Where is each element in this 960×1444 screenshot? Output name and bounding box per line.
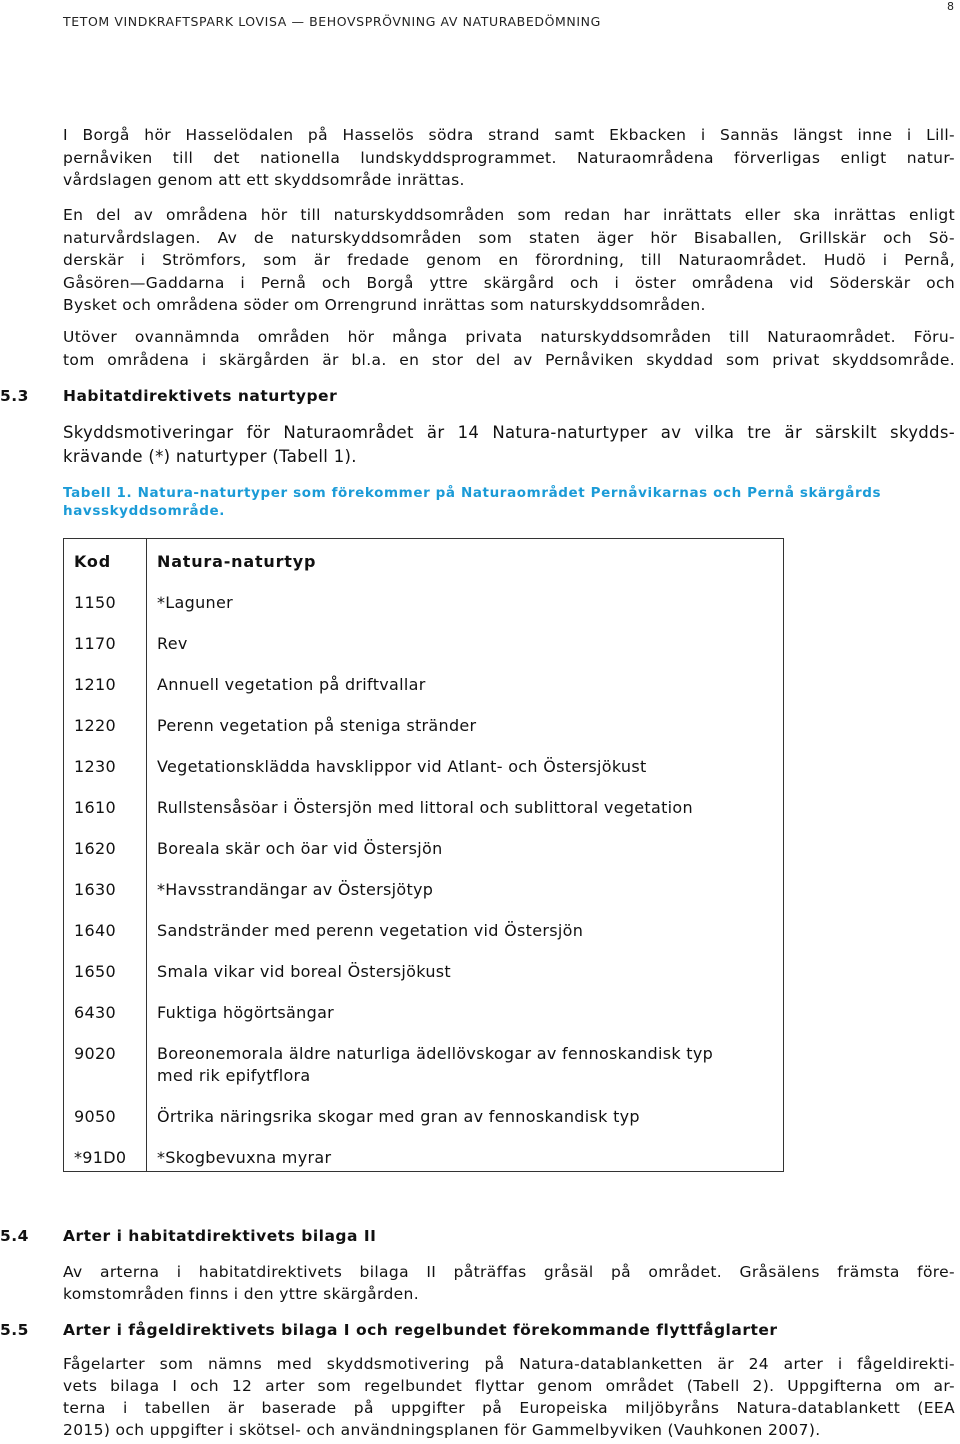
section-number: 5.4 (0, 1227, 29, 1245)
habitat-name (147, 703, 784, 744)
text-line: vets bilaga I och 12 arter som regelbundet flyttar genom området (Tabell 2). Uppgifterna om ar- (63, 1377, 955, 1395)
table-row (64, 1135, 784, 1172)
habitat-name (147, 785, 784, 826)
habitat-code: 6430 (64, 990, 147, 1031)
habitat-name (147, 1094, 784, 1135)
text-line: naturvårdslagen. Av de naturskyddsområden som staten äger hör Bisaballen, Grillskär och Sö- (63, 228, 955, 247)
habitat-code: 1210 (64, 662, 147, 703)
habitat-code: 1650 (64, 949, 147, 990)
section-number: 5.5 (0, 1321, 29, 1339)
section-title: Habitatdirektivets naturtyper (63, 387, 338, 405)
habitat-code: *91D0 (64, 1135, 147, 1172)
table-row (64, 703, 784, 744)
text-line: Utöver ovannämnda områden hör många privata naturskyddsområden till Naturaområdet. Föru- (63, 328, 955, 346)
habitat-name (147, 990, 784, 1031)
paragraph (63, 1261, 955, 1305)
table-row (64, 826, 784, 867)
text-line: 2015) och uppgifter i skötsel- och användningsplanen för Gammelbyviken (Vauhkonen 2007). (63, 1421, 821, 1439)
table-row (64, 744, 784, 785)
section-heading (0, 385, 955, 407)
habitat-name-line: *Skogbevuxna myrar (157, 1148, 332, 1167)
habitat-code: 1640 (64, 908, 147, 949)
table-caption (63, 484, 955, 520)
table-row (64, 1094, 784, 1135)
habitat-name-line: Vegetationsklädda havsklippor vid Atlant- och Östersjökust (157, 757, 647, 776)
paragraph (63, 421, 955, 469)
section-title: Arter i habitatdirektivets bilaga II (63, 1227, 377, 1245)
habitat-types-table (63, 538, 784, 1172)
column-header-code: Kod (64, 539, 147, 581)
habitat-name (147, 908, 784, 949)
section-heading (0, 1319, 955, 1341)
habitat-name (147, 621, 784, 662)
table-row (64, 662, 784, 703)
habitat-name-line: *Havsstrandängar av Östersjötyp (157, 880, 434, 899)
table-row (64, 621, 784, 662)
table-row (64, 949, 784, 990)
habitat-code: 1230 (64, 744, 147, 785)
habitat-name-line: Fuktiga högörtsängar (157, 1003, 335, 1022)
text-line: komstområden finns i den yttre skärgården. (63, 1285, 419, 1303)
habitat-code: 9050 (64, 1094, 147, 1135)
habitat-name (147, 1031, 784, 1094)
text-line: vårdslagen genom att ett skyddsområde inrättas. (63, 171, 465, 189)
table-row (64, 785, 784, 826)
section-heading (0, 1225, 955, 1247)
habitat-code: 1620 (64, 826, 147, 867)
text-line: tom områdena i skärgården är bl.a. en stor del av Pernåviken skyddad som privat skyddsområde. (63, 350, 955, 369)
habitat-name (147, 662, 784, 703)
text-line: Fågelarter som nämns med skyddsmotivering på Natura-datablanketten är 24 arter i fågeldirekti- (63, 1355, 955, 1373)
habitat-code: 1610 (64, 785, 147, 826)
caption-line: Tabell 1. Natura-naturtyper som förekommer på Naturaområdet Pernåvikarnas och Pernå skärgårds (63, 485, 882, 501)
text-line: Av arterna i habitatdirektivets bilaga II påträffas gråsäl på området. Gråsälens främsta före- (63, 1263, 955, 1281)
text-line: pernåviken till det nationella lundskyddsprogrammet. Naturaområdena förverligas enligt natur- (63, 148, 955, 167)
text-line: Gåsören—Gaddarna i Pernå och Borgå yttre skärgård och i öster områdena vid Söderskär och (63, 273, 955, 292)
habitat-name-line: med rik epifytflora (157, 1066, 311, 1085)
table-row (64, 1031, 784, 1094)
habitat-name (147, 867, 784, 908)
paragraph (63, 204, 955, 317)
caption-line: havsskyddsområde. (63, 503, 225, 519)
habitat-name-line: Perenn vegetation på steniga stränder (157, 716, 477, 735)
paragraph (63, 1353, 955, 1441)
habitat-name-line: Rullstensåsöar i Östersjön med littoral och sublittoral vegetation (157, 798, 693, 817)
text-line: Skyddsmotiveringar för Naturaområdet är 14 Natura-naturtyper av vilka tre är särskilt skydds- (63, 423, 955, 442)
habitat-name-line: Smala vikar vid boreal Östersjökust (157, 962, 451, 981)
running-header: TETOM VINDKRAFTSPARK LOVISA — BEHOVSPRÖVNING AV NATURABEDÖMNING (63, 14, 601, 29)
text-line: I Borgå hör Hasselödalen på Hasselös södra strand samt Ekbacken i Sannäs längst inne i Lill- (63, 126, 955, 144)
text-line: krävande (*) naturtyper (Tabell 1). (63, 447, 357, 466)
habitat-code: 1150 (64, 580, 147, 621)
text-line: Bysket och områdena söder om Orrengrund inrättas som naturskyddsområden. (63, 296, 706, 314)
text-line: En del av områdena hör till naturskyddsområden som redan har inrättats eller ska inrättas enligt (63, 206, 955, 224)
section-number: 5.3 (0, 387, 29, 405)
habitat-name (147, 949, 784, 990)
habitat-name-line: Sandstränder med perenn vegetation vid Östersjön (157, 921, 584, 940)
paragraph (63, 124, 955, 192)
column-header-habitat-type: Natura-naturtyp (157, 552, 317, 571)
habitat-name-line: Rev (157, 634, 188, 653)
page-number: 8 (947, 0, 954, 13)
habitat-code: 9020 (64, 1031, 147, 1094)
habitat-code: 1220 (64, 703, 147, 744)
habitat-code: 1170 (64, 621, 147, 662)
text-line: terna i tabellen är baserade på uppgifter på Europeiska miljöbyråns Natura-datablankett (EEA (63, 1399, 955, 1417)
table-row (64, 580, 784, 621)
table-header-row (64, 539, 784, 581)
habitat-name (147, 826, 784, 867)
table-row (64, 990, 784, 1031)
habitat-code: 1630 (64, 867, 147, 908)
paragraph (63, 326, 955, 371)
table-row (64, 867, 784, 908)
text-line: derskär i Strömfors, som är fredade genom en förordning, till Naturaområdet. Hudö i Pernå, (63, 251, 955, 269)
habitat-name-line: Boreonemorala äldre naturliga ädellövskogar av fennoskandisk typ (157, 1044, 714, 1063)
habitat-name (147, 744, 784, 785)
habitat-name-line: Örtrika näringsrika skogar med gran av fennoskandisk typ (157, 1107, 640, 1126)
habitat-name-line: Annuell vegetation på driftvallar (157, 675, 426, 694)
habitat-name (147, 580, 784, 621)
table-row (64, 908, 784, 949)
habitat-name-line: Boreala skär och öar vid Östersjön (157, 839, 443, 858)
section-title: Arter i fågeldirektivets bilaga I och regelbundet förekommande flyttfåglarter (63, 1321, 778, 1339)
habitat-name (147, 1135, 784, 1172)
habitat-name-line: *Laguner (157, 593, 233, 612)
